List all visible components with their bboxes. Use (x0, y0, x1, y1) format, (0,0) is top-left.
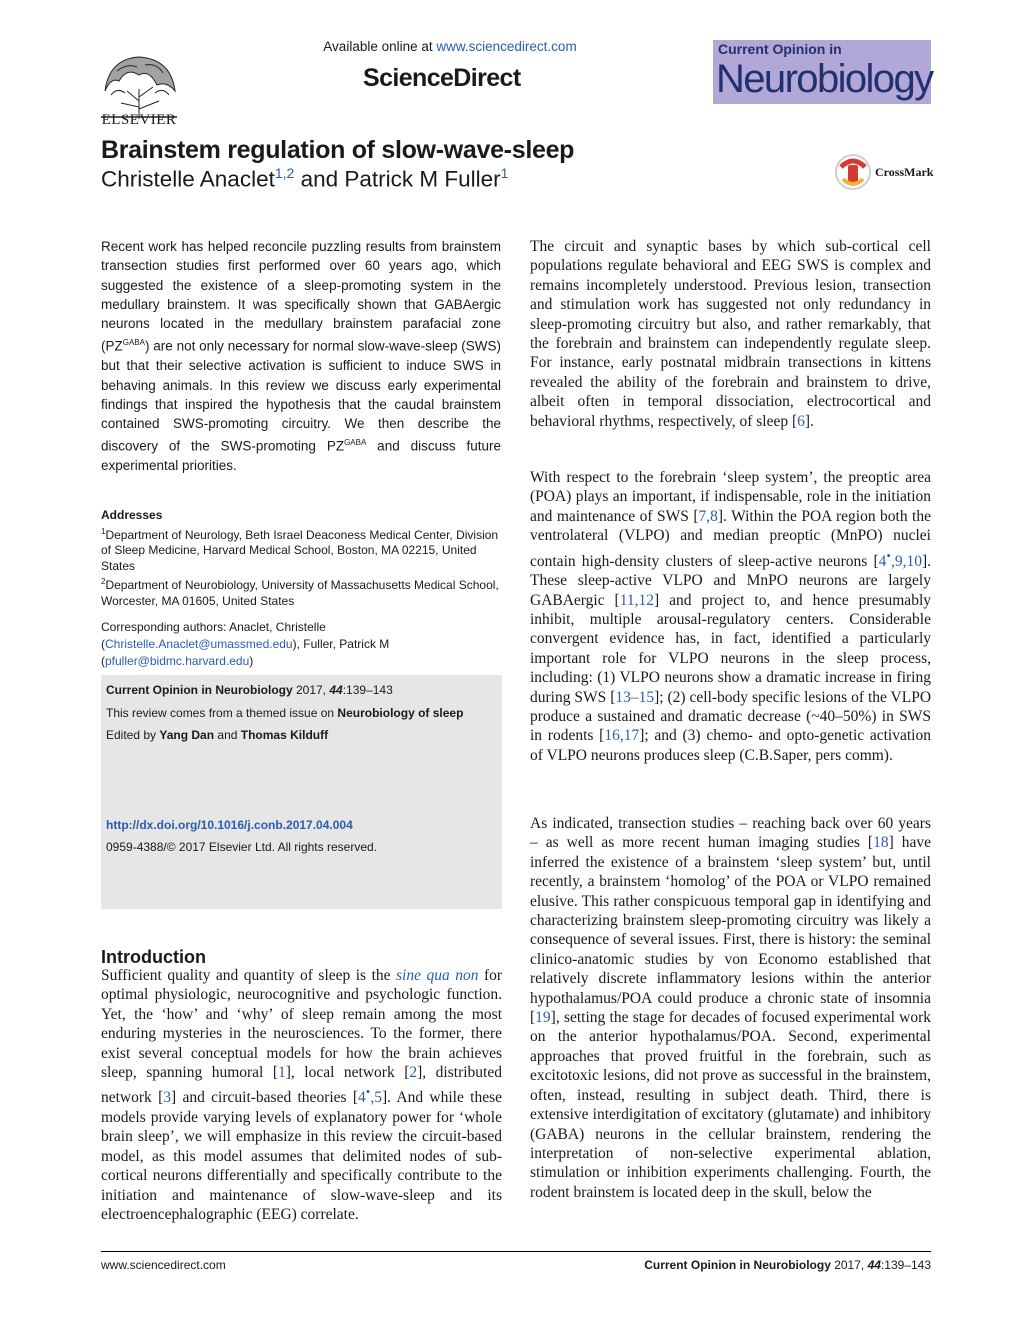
p3-text-e: ]; (2) cell-body specific lesions of the VLPO produce a sustained and dramatic decrease (~40–50%) in SWS in rodents [ (530, 688, 932, 745)
abstract-part-2: ) are not only necessary for normal slow-wave-sleep (SWS) but that their selective activation is sufficient to induce SWS in behaving animals. In this review we discuss early experimental findings that inspired the hypothesis that the caudal brainstem contained SWS-promoting circuitry. We then describe the discovery of the SWS-promoting PZ (101, 338, 501, 454)
author-2-affiliation[interactable]: 1 (500, 165, 509, 181)
abstract-sup-2: GABA (344, 438, 367, 448)
sciencedirect-link[interactable]: www.sciencedirect.com (436, 39, 577, 54)
ref-link[interactable]: 3 (163, 1089, 172, 1107)
p3-text-d: ] and project to, and hence presumably inhibit, multiple arousal-regulatory centers. Considerable convergent evidence has, in fact, identified a particularly important role for VLPO neurons in the sleep process, including: (1) VLPO neurons show a dramatic increase in firing during SWS [ (530, 591, 931, 706)
intro-text-4: ], distributed network [ (101, 1064, 502, 1107)
ref-link[interactable]: 6 (797, 412, 805, 430)
crossmark-icon (835, 153, 871, 191)
corr-prefix: Corresponding authors: Anaclet, Christelle ( (101, 620, 326, 651)
abstract-part-1: Recent work has helped reconcile puzzling results from brainstem transection studies first performed over 60 years ago, which suggested the existence of a sleep-promoting system in the medullary brainstem. It was specifically shown that GABAergic neurons located in the medullary brainstem parafacial zone (PZ (101, 239, 501, 354)
ref-link[interactable]: 18 (873, 834, 889, 852)
p4-text-a: As indicated, transection studies – reaching back over 60 years – as well as more recent human imaging studies [ (530, 815, 931, 852)
crossmark-label: CrossMark (875, 165, 934, 179)
author-1-affiliation[interactable]: 1,2 (274, 165, 295, 181)
footer-journal: Current Opinion in Neurobiology (644, 1258, 831, 1272)
intro-text-2: for optimal physiologic, neurocognitive and psychologic function. Yet, the ‘how’ and ‘why’ of sleep remain among the most enduring mysteries in the neurosciences. To the former, there exist several conceptual models for how the brain achieves sleep, spanning humoral [ (101, 967, 503, 1082)
editor-1: Yang Dan (159, 728, 215, 742)
p4-text-c: ], setting the stage for decades of focused experimental work on the anterior hypothalamus/POA. Second, experimental approaches that proved fruitful in the forebrain, such as excitotoxic lesions, did not prove as successful in the brainstem, often, instead, resulting in subject death. Third, there is extensive interdigitation of excitatory (glutamate) and inhibitory (GABA) neurons in the cellular brainstem, rendering the interpretation of non-selective experimental ablation, stimulation or inhibition experiments challenging. Fourth, the rodent brainstem is located deep in the skull, below the (530, 1009, 931, 1201)
address-1 (101, 524, 501, 575)
author-2: Patrick M Fuller (344, 166, 501, 192)
author-1: Christelle Anaclet (101, 166, 275, 192)
address-2-text: Department of Neurobiology, University of Massachusetts Medical School, Worcester, MA 01605, United States (101, 578, 499, 608)
editors-line (106, 728, 328, 742)
copyright: 0959-4388/© 2017 Elsevier Ltd. All rights reserved. (106, 840, 377, 854)
email-link-fuller[interactable]: pfuller@bidmc.harvard.edu (105, 654, 250, 668)
p3-text-f: ]; and (3) chemo- and opto-genetic activation of VLPO neurons produces sleep (C.B.Saper, pers comm). (530, 727, 931, 764)
introduction-paragraph (101, 966, 502, 1224)
doi-link[interactable]: http://dx.doi.org/10.1016/j.conb.2017.04.004 (106, 818, 353, 832)
journal-badge-line2: Neurobiology (716, 57, 933, 101)
ref-link[interactable]: 11,12 (619, 591, 655, 609)
corr-suffix: ) (249, 654, 254, 668)
p3-text-c: ]. These sleep-active VLPO and MnPO neurons are largely GABAergic [ (530, 552, 931, 609)
ref-link[interactable]: 5 (374, 1089, 382, 1107)
intro-text-5: ] and circuit-based theories [ (171, 1089, 359, 1107)
body-paragraph-2 (530, 237, 931, 431)
ref-link[interactable]: 2 (409, 1064, 418, 1082)
available-online (300, 39, 600, 54)
article-title: Brainstem regulation of slow-wave-sleep (101, 136, 575, 164)
ref-link[interactable]: 4 (878, 552, 887, 570)
addresses (101, 508, 501, 609)
issue-prefix: This review comes from a themed issue on (106, 706, 338, 720)
crossmark-badge[interactable] (835, 153, 935, 193)
intro-text-6: ]. And while these models provide varying levels of explanatory power for ‘whole brain sleep’, we will emphasize in this review the circuit-based model, as this model assumes that delimited nodes of sub-cortical neurons differentially and specifically contribute to the initiation and maintenance of slow-wave-sleep and its electroencephalographic (EEG) correlate. (101, 1089, 502, 1224)
sine-qua-non-link[interactable]: sine qua non (396, 967, 479, 984)
intro-text-3: ], local network [ (285, 1064, 410, 1082)
author-line (101, 165, 508, 193)
email-link-anaclet[interactable]: Christelle.Anaclet@umassmed.edu (105, 637, 293, 651)
address-1-text: Department of Neurology, Beth Israel Deaconess Medical Center, Division of Sleep Medicine, Harvard Medical School, Boston, MA 02215, United States (101, 527, 499, 573)
ref-link[interactable]: 16,17 (604, 727, 640, 745)
issue-name: Neurobiology of sleep (337, 706, 464, 720)
address-2-number: 2 (101, 577, 106, 586)
introduction-heading: Introduction (101, 947, 206, 967)
article-info-box (101, 675, 502, 909)
editors-prefix: Edited by (106, 728, 160, 742)
citation-year: 2017, (292, 683, 330, 697)
ref-link[interactable]: 7,8 (698, 507, 718, 525)
abstract-sup-1: GABA (122, 338, 145, 348)
body-paragraph-3 (530, 468, 931, 765)
ref-comma: , (370, 1089, 375, 1107)
addresses-heading: Addresses (101, 508, 163, 522)
ref-link[interactable]: 13–15 (615, 688, 655, 706)
body-paragraph-4 (530, 814, 931, 1202)
publisher-name: ELSEVIER (101, 112, 177, 128)
footer-volume: 44 (867, 1258, 881, 1272)
journal-badge-line1: Current Opinion in (718, 41, 842, 57)
address-1-number: 1 (101, 526, 106, 536)
abstract-part-3: and discuss future experimental priorities. (101, 438, 501, 474)
footer-citation (644, 1258, 931, 1272)
ref-bullet: • (365, 1084, 371, 1100)
corresponding-authors (101, 619, 506, 670)
sciencedirect-brand: ScienceDirect (363, 64, 521, 92)
journal-badge (713, 40, 931, 104)
corr-middle: ), Fuller, Patrick M ( (101, 637, 390, 668)
citation-pages: :139–143 (342, 683, 393, 697)
footer-divider (101, 1251, 931, 1252)
footer-url[interactable]: www.sciencedirect.com (101, 1258, 226, 1272)
ref-link[interactable]: ,9,10 (890, 552, 922, 570)
citation-journal: Current Opinion in Neurobiology (106, 683, 293, 697)
issue-line (106, 706, 463, 720)
citation-volume: 44 (329, 683, 343, 697)
abstract (101, 237, 501, 476)
footer-pages: :139–143 (880, 1258, 931, 1272)
intro-text-1: Sufficient quality and quantity of sleep is the (101, 967, 396, 984)
address-2 (101, 574, 501, 609)
p3-text-a: With respect to the forebrain ‘sleep system’, the preoptic area (POA) plays an important, if indispensable, role in the initiation and maintenance of SWS [ (530, 469, 931, 525)
p4-text-b: ] have inferred the existence of a brainstem ‘sleep system’ but, until recently, a brainstem ‘homolog’ of the POA or VLPO remained elusive. This rather conspicuous temporal gap in identifying and characterizing brainstem sleep-promoting circuitry was likely a consequence of several issues. First, there is history: the seminal clinico-anatomic studies by von Economo established that relatively discrete inflammatory lesions within the anterior hypothalamus/POA could produce a chronic state of insomnia [ (530, 834, 932, 1027)
author-and: and (294, 166, 345, 192)
ref-link[interactable]: 1 (278, 1064, 286, 1082)
ref-link[interactable]: 19 (535, 1009, 551, 1027)
available-prefix: Available online at (323, 39, 437, 54)
editor-2: Thomas Kilduff (240, 728, 329, 742)
citation-line (106, 683, 393, 697)
ref-bullet: • (886, 547, 891, 563)
p2-end: ]. (804, 412, 814, 430)
editors-and: and (214, 728, 241, 742)
p3-text-b: ]. Within the POA region both the ventrolateral (VLPO) and median preoptic (MnPO) nuclei contain high-density clusters of sleep-active neurons [ (530, 507, 931, 570)
ref-link[interactable]: 4 (358, 1089, 366, 1107)
p2-text: The circuit and synaptic bases by which sub-cortical cell populations regulate behavioral and EEG SWS is complex and remains incompletely understood. Previous lesion, transection and stimulation work has suggested not only redundancy in sleep-promoting circuitry but also, and rather remarkably, that the forebrain and brainstem can independently regulate sleep. For instance, early postnatal midbrain transections in kittens revealed the ability of the forebrain and brainstem to drive, albeit often in temporal dissociation, electrocortical and behavioral rhythms, respectively, of sleep [ (530, 238, 931, 430)
footer-year: 2017, (830, 1258, 868, 1272)
